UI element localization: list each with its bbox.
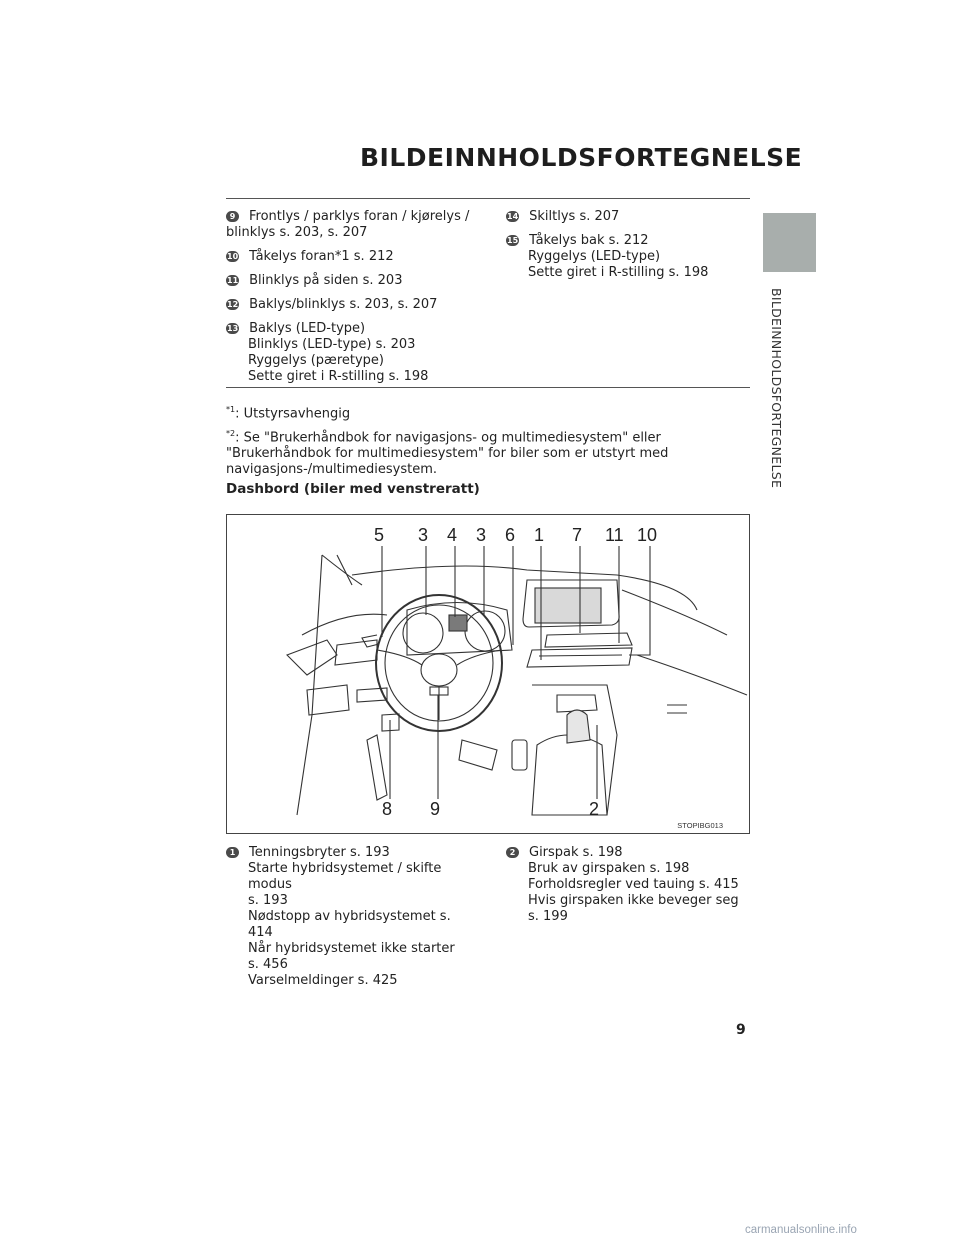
entry-text: Bruk av girspaken s. 198 xyxy=(528,861,690,876)
callout-label: 2 xyxy=(589,799,600,819)
item-number-badge: 12 xyxy=(227,300,239,309)
lights-right-column xyxy=(506,209,746,289)
entry-text: s. 456 xyxy=(248,957,288,972)
dashboard-drawing xyxy=(227,515,750,834)
entry-text: Tenningsbryter s. 193 xyxy=(249,845,390,860)
entry-text: Ryggelys (LED-type) xyxy=(528,249,661,264)
list-item xyxy=(226,297,476,313)
entry-text: s. 199 xyxy=(528,909,568,924)
entry-text: Frontlys / parklys foran / kjørelys / xyxy=(249,209,470,224)
item-number-badge: 10 xyxy=(227,252,239,261)
callout-label: 9 xyxy=(430,799,441,819)
entry-text: Hvis girspaken ikke beveger seg xyxy=(528,893,739,908)
callout-label: 4 xyxy=(447,525,458,545)
figure-code: STOPIBG013 xyxy=(677,821,723,830)
footnote-mark: *1 xyxy=(226,405,236,414)
list-item xyxy=(506,233,746,281)
callout-label: 10 xyxy=(637,525,658,545)
entry-text: Når hybridsystemet ikke starter xyxy=(248,941,455,956)
callout-label: 1 xyxy=(534,525,545,545)
item-number-badge: 1 xyxy=(226,847,239,858)
section-heading: Dashbord (biler med venstreratt) xyxy=(226,481,480,497)
list-item xyxy=(226,845,476,989)
list-item xyxy=(226,249,476,265)
header-rule xyxy=(226,198,750,199)
callout-label: 3 xyxy=(418,525,429,545)
list-item xyxy=(226,273,476,289)
footnote-mark: *2 xyxy=(226,429,236,438)
item-number-badge: 2 xyxy=(506,847,519,858)
entry-text: Blinklys på siden s. 203 xyxy=(249,273,403,288)
dashboard-illustration xyxy=(226,514,750,834)
entry-text: Skiltlys s. 207 xyxy=(529,209,620,224)
callout-label: 11 xyxy=(605,525,624,545)
dash-left-column xyxy=(226,845,476,997)
entry-text: Nødstopp av hybridsystemet s. 414 xyxy=(248,909,451,940)
callout-label: 3 xyxy=(476,525,487,545)
entry-text: Tåkelys bak s. 212 xyxy=(529,233,649,248)
footnote xyxy=(226,402,750,422)
section-rule xyxy=(226,387,750,388)
chapter-tab-label: BILDEINNHOLDSFORTEGNELSE xyxy=(769,288,784,489)
entry-text: Ryggelys (pæretype) xyxy=(248,353,384,368)
item-number-badge: 15 xyxy=(507,236,519,245)
entry-text: Blinklys (LED-type) s. 203 xyxy=(248,337,416,352)
entry-text: s. 193 xyxy=(248,893,288,908)
lights-left-column xyxy=(226,209,476,393)
callout-label: 6 xyxy=(505,525,516,545)
entry-text: Starte hybridsystemet / skifte modus xyxy=(248,861,442,892)
list-item xyxy=(506,845,746,925)
entry-text: Girspak s. 198 xyxy=(529,845,623,860)
footnote xyxy=(226,426,750,478)
page-title: BILDEINNHOLDSFORTEGNELSE xyxy=(360,143,803,172)
item-number-badge: 14 xyxy=(507,212,519,221)
entry-text: Baklys (LED-type) xyxy=(249,321,366,336)
entry-text: Varselmeldinger s. 425 xyxy=(248,973,398,988)
entry-text: Forholdsregler ved tauing s. 415 xyxy=(528,877,739,892)
footnote-text: : Se "Brukerhåndbok for navigasjons- og multimediesystem" eller "Brukerhåndbok for multimediesystem" for biler som er utstyrt med navigasjons-/multimediesystem. xyxy=(226,430,669,478)
callout-label: 8 xyxy=(382,799,393,819)
list-item xyxy=(226,321,476,385)
dash-right-column xyxy=(506,845,746,933)
callout-label: 5 xyxy=(374,525,385,545)
page-number: 9 xyxy=(736,1022,746,1038)
footnote-text: : Utstyrsavhengig xyxy=(235,406,351,422)
entry-text: Sette giret i R-stilling s. 198 xyxy=(528,265,709,280)
list-item xyxy=(226,209,476,241)
item-number-badge: 13 xyxy=(227,324,239,333)
entry-text: Sette giret i R-stilling s. 198 xyxy=(248,369,429,384)
entry-text: blinklys s. 203, s. 207 xyxy=(226,225,368,240)
list-item xyxy=(506,209,746,225)
entry-text: Tåkelys foran*1 s. 212 xyxy=(249,249,394,264)
item-number-badge: 9 xyxy=(226,211,239,222)
watermark: carmanualsonline.info xyxy=(745,1224,857,1236)
callout-label: 7 xyxy=(572,525,583,545)
item-number-badge: 11 xyxy=(227,276,239,285)
chapter-tab[interactable] xyxy=(763,213,816,272)
entry-text: Baklys/blinklys s. 203, s. 207 xyxy=(249,297,438,312)
